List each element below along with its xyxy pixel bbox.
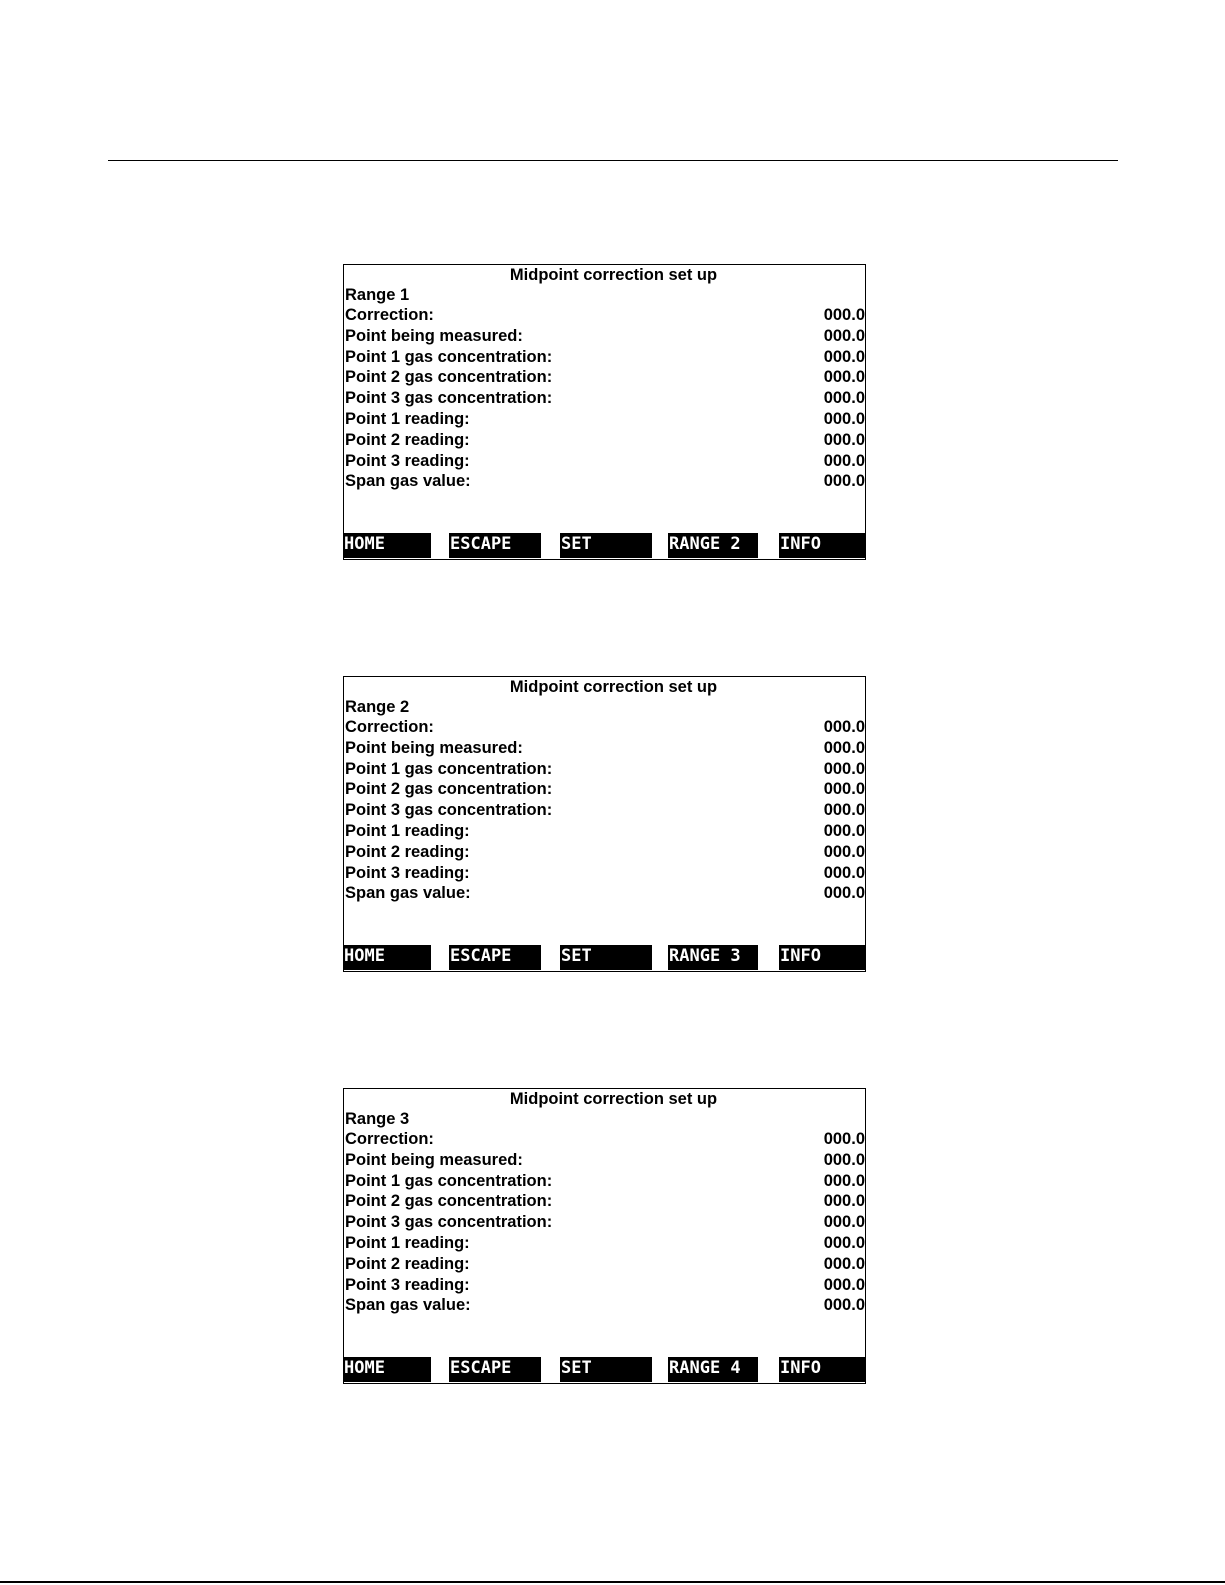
row-label: Point 1 reading:	[345, 821, 470, 840]
row-label: Point 1 reading:	[345, 1233, 470, 1252]
row-label: Point 1 reading:	[345, 409, 470, 428]
row-label: Point being measured:	[345, 1150, 523, 1169]
row-label: Point 3 gas concentration:	[345, 389, 553, 408]
softkey-bar	[343, 1357, 864, 1382]
row-value: 000.0	[823, 430, 865, 449]
row-value: 000.0	[823, 801, 865, 820]
row-point-3-reading[interactable]	[345, 1275, 865, 1296]
row-label: Point 3 gas concentration:	[345, 1213, 553, 1232]
header-rule	[108, 160, 1118, 161]
row-value: 000.0	[823, 1130, 865, 1148]
row-value: 000.0	[823, 842, 865, 861]
row-point-2-reading[interactable]	[345, 430, 865, 451]
row-value: 000.0	[823, 306, 865, 324]
row-value: 000.0	[823, 472, 865, 491]
row-value: 000.0	[823, 1275, 865, 1294]
row-value: 000.0	[823, 821, 865, 840]
row-label: Correction:	[345, 718, 434, 736]
row-label: Point 3 gas concentration:	[345, 801, 553, 820]
row-point-2-gas-concentration[interactable]	[345, 367, 865, 388]
row-label: Span gas value:	[345, 1296, 471, 1315]
row-label: Point 2 reading:	[345, 842, 470, 861]
midpoint-correction-screen-range-2	[343, 676, 866, 972]
softkey-bar	[343, 533, 864, 558]
midpoint-correction-screen-range-3	[343, 1088, 866, 1384]
row-value: 000.0	[823, 451, 865, 470]
row-value: 000.0	[823, 1233, 865, 1252]
row-point-being-measured[interactable]	[345, 326, 865, 347]
row-label: Point 3 reading:	[345, 451, 470, 470]
row-point-3-reading[interactable]	[345, 863, 865, 884]
row-correction[interactable]	[345, 305, 865, 326]
footer-rule	[0, 1581, 1225, 1583]
home-button[interactable]: HOME	[343, 1357, 431, 1382]
row-value: 000.0	[823, 1254, 865, 1273]
row-point-1-gas-concentration[interactable]	[345, 759, 865, 780]
row-label: Correction:	[345, 1130, 434, 1148]
home-button[interactable]: HOME	[343, 533, 431, 558]
row-value: 000.0	[823, 780, 865, 799]
set-button[interactable]: SET	[560, 533, 652, 558]
row-label: Point 2 gas concentration:	[345, 780, 553, 799]
midpoint-correction-screen-range-1	[343, 264, 866, 560]
row-value: 000.0	[823, 1296, 865, 1315]
range-label: Range 2	[345, 698, 410, 716]
row-value: 000.0	[823, 1150, 865, 1169]
row-label: Point 2 reading:	[345, 1254, 470, 1273]
row-point-2-reading[interactable]	[345, 1254, 865, 1275]
settings-list	[345, 1129, 865, 1316]
set-button[interactable]: SET	[560, 945, 652, 970]
info-button[interactable]: INFO	[779, 533, 866, 558]
next-range-button[interactable]: RANGE 3	[668, 945, 758, 970]
range-label: Range 3	[345, 1110, 410, 1128]
settings-list	[345, 305, 865, 492]
row-label: Point being measured:	[345, 326, 523, 345]
row-label: Point 2 gas concentration:	[345, 368, 553, 387]
row-point-being-measured[interactable]	[345, 738, 865, 759]
info-button[interactable]: INFO	[779, 945, 866, 970]
row-point-1-gas-concentration[interactable]	[345, 1171, 865, 1192]
row-span-gas-value[interactable]	[345, 1295, 865, 1316]
screen-title: Midpoint correction set up	[509, 1090, 718, 1108]
row-value: 000.0	[823, 326, 865, 345]
settings-list	[345, 717, 865, 904]
next-range-button[interactable]: RANGE 4	[668, 1357, 758, 1382]
row-value: 000.0	[823, 738, 865, 757]
row-point-being-measured[interactable]	[345, 1150, 865, 1171]
row-point-3-reading[interactable]	[345, 451, 865, 472]
row-value: 000.0	[823, 759, 865, 778]
row-point-1-gas-concentration[interactable]	[345, 347, 865, 368]
row-value: 000.0	[823, 368, 865, 387]
home-button[interactable]: HOME	[343, 945, 431, 970]
row-value: 000.0	[823, 863, 865, 882]
row-value: 000.0	[823, 884, 865, 903]
escape-button[interactable]: ESCAPE	[449, 945, 541, 970]
info-button[interactable]: INFO	[779, 1357, 866, 1382]
row-value: 000.0	[823, 1192, 865, 1211]
row-label: Point 2 reading:	[345, 430, 470, 449]
row-label: Point being measured:	[345, 738, 523, 757]
row-label: Span gas value:	[345, 884, 471, 903]
range-label: Range 1	[345, 286, 410, 304]
screen-title: Midpoint correction set up	[509, 266, 718, 284]
row-point-3-gas-concentration[interactable]	[345, 800, 865, 821]
row-value: 000.0	[823, 347, 865, 366]
row-label: Point 1 gas concentration:	[345, 759, 553, 778]
row-label: Point 2 gas concentration:	[345, 1192, 553, 1211]
softkey-bar	[343, 945, 864, 970]
next-range-button[interactable]: RANGE 2	[668, 533, 758, 558]
row-point-1-reading[interactable]	[345, 821, 865, 842]
row-point-2-gas-concentration[interactable]	[345, 779, 865, 800]
row-label: Point 1 gas concentration:	[345, 347, 553, 366]
escape-button[interactable]: ESCAPE	[449, 1357, 541, 1382]
row-value: 000.0	[823, 389, 865, 408]
row-span-gas-value[interactable]	[345, 471, 865, 492]
row-correction[interactable]	[345, 717, 865, 738]
set-button[interactable]: SET	[560, 1357, 652, 1382]
row-point-1-reading[interactable]	[345, 1233, 865, 1254]
row-label: Point 3 reading:	[345, 1275, 470, 1294]
row-value: 000.0	[823, 1213, 865, 1232]
row-label: Correction:	[345, 306, 434, 324]
row-span-gas-value[interactable]	[345, 883, 865, 904]
row-value: 000.0	[823, 718, 865, 736]
row-value: 000.0	[823, 1171, 865, 1190]
row-value: 000.0	[823, 409, 865, 428]
row-point-3-gas-concentration[interactable]	[345, 388, 865, 409]
escape-button[interactable]: ESCAPE	[449, 533, 541, 558]
row-correction[interactable]	[345, 1129, 865, 1150]
screen-title: Midpoint correction set up	[509, 678, 718, 696]
row-point-3-gas-concentration[interactable]	[345, 1212, 865, 1233]
row-label: Point 1 gas concentration:	[345, 1171, 553, 1190]
row-point-1-reading[interactable]	[345, 409, 865, 430]
row-label: Point 3 reading:	[345, 863, 470, 882]
row-point-2-gas-concentration[interactable]	[345, 1191, 865, 1212]
row-point-2-reading[interactable]	[345, 842, 865, 863]
row-label: Span gas value:	[345, 472, 471, 491]
